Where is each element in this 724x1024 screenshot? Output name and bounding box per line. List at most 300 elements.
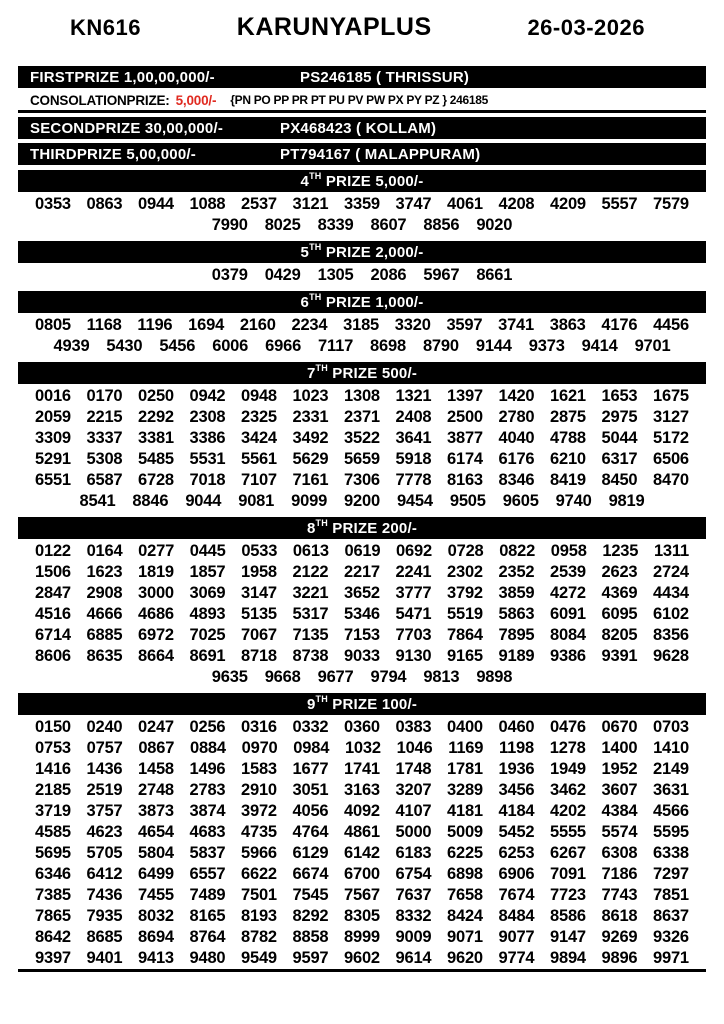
- third-prize-winner: PT794167 ( MALAPPURAM): [280, 145, 481, 163]
- ticket-number: 1936: [498, 760, 535, 778]
- ticket-number: 2780: [498, 408, 535, 426]
- ticket-number: 2975: [601, 408, 638, 426]
- ticket-number: 3051: [292, 781, 329, 799]
- winning-numbers: [18, 265, 706, 286]
- ticket-number: 1819: [138, 563, 174, 581]
- ticket-number: 6225: [447, 844, 483, 862]
- ticket-number: 3163: [344, 781, 380, 799]
- ticket-number: 2149: [653, 760, 689, 778]
- ticket-number: 4107: [395, 802, 432, 820]
- ticket-number: 3462: [550, 781, 586, 799]
- ticket-number: 1621: [550, 387, 586, 405]
- number-row: [18, 336, 706, 357]
- ticket-number: 9020: [476, 216, 513, 234]
- ticket-number: 7567: [344, 886, 380, 904]
- ticket-number: 3652: [344, 584, 380, 602]
- ticket-number: 4209: [550, 195, 586, 213]
- ticket-number: 3492: [292, 429, 329, 447]
- number-row: [18, 759, 706, 780]
- prize-tier-header: [18, 517, 706, 539]
- ticket-number: 3121: [292, 195, 329, 213]
- ticket-number: 9200: [344, 492, 380, 510]
- ticket-number: 3381: [138, 429, 174, 447]
- ticket-number: 0332: [292, 718, 329, 736]
- ticket-number: 8698: [370, 337, 406, 355]
- ticket-number: 6412: [86, 865, 123, 883]
- ticket-number: 8205: [601, 626, 638, 644]
- number-row: [18, 864, 706, 885]
- ticket-number: 8661: [476, 266, 513, 284]
- ticket-number: 5574: [601, 823, 638, 841]
- prize-section-7th: [18, 362, 706, 512]
- ticket-number: 3185: [343, 316, 380, 334]
- ticket-number: 9044: [185, 492, 222, 510]
- ticket-number: 9894: [550, 949, 586, 967]
- ticket-number: 4686: [138, 605, 174, 623]
- ticket-number: 6499: [138, 865, 174, 883]
- prize-tier-header: [18, 241, 706, 263]
- ticket-number: 5135: [241, 605, 277, 623]
- ticket-number: 8470: [653, 471, 689, 489]
- ticket-number: 7778: [395, 471, 432, 489]
- ticket-number: 5471: [395, 605, 432, 623]
- ticket-number: 0240: [86, 718, 123, 736]
- ticket-number: 7385: [35, 886, 71, 904]
- ticket-number: 5452: [498, 823, 535, 841]
- ticket-number: 9740: [555, 492, 592, 510]
- ticket-number: 3000: [138, 584, 174, 602]
- ticket-number: 1506: [35, 563, 71, 581]
- ticket-number: 6091: [550, 605, 586, 623]
- ticket-number: 1032: [344, 739, 381, 757]
- ticket-number: 2325: [241, 408, 277, 426]
- ticket-number: 9326: [653, 928, 689, 946]
- ticket-number: 3386: [189, 429, 226, 447]
- ticket-number: 4735: [241, 823, 277, 841]
- ticket-number: 8025: [264, 216, 301, 234]
- number-row: [18, 927, 706, 948]
- ticket-number: 7067: [241, 626, 277, 644]
- ticket-number: 3456: [498, 781, 535, 799]
- ticket-number: 3631: [653, 781, 689, 799]
- ticket-number: 7153: [344, 626, 380, 644]
- ticket-number: 6253: [498, 844, 535, 862]
- ticket-number: 7025: [189, 626, 226, 644]
- ticket-number: 9628: [653, 647, 689, 665]
- ticket-number: 9480: [189, 949, 226, 967]
- ticket-number: 0277: [138, 542, 175, 560]
- ticket-number: 0692: [396, 542, 432, 560]
- ticket-number: 7161: [292, 471, 329, 489]
- ticket-number: 1169: [448, 739, 484, 757]
- ticket-number: 0170: [86, 387, 123, 405]
- ticket-number: 8607: [370, 216, 407, 234]
- ticket-number: 5430: [106, 337, 143, 355]
- ticket-number: 5000: [395, 823, 432, 841]
- prize-section-4th: [18, 170, 706, 236]
- ticket-number: 1677: [292, 760, 329, 778]
- ticket-number: 9414: [581, 337, 618, 355]
- ticket-number: 7436: [86, 886, 123, 904]
- ticket-number: 8637: [653, 907, 689, 925]
- number-row: [18, 428, 706, 449]
- ticket-number: 1397: [447, 387, 483, 405]
- ticket-number: 6885: [86, 626, 123, 644]
- ticket-number: 0948: [241, 387, 277, 405]
- ticket-number: 2539: [550, 563, 586, 581]
- ticket-number: 0703: [653, 718, 689, 736]
- ticket-number: 3221: [292, 584, 329, 602]
- number-row: [18, 491, 706, 512]
- ticket-number: 5863: [498, 605, 535, 623]
- ticket-number: 2160: [239, 316, 276, 334]
- ticket-number: 1496: [189, 760, 226, 778]
- ticket-number: 7743: [601, 886, 638, 904]
- ticket-number: 2086: [370, 266, 407, 284]
- ticket-number: 9597: [292, 949, 329, 967]
- ticket-number: 6174: [447, 450, 483, 468]
- prize-section-6th: [18, 291, 706, 357]
- ticket-number: 0247: [138, 718, 174, 736]
- ticket-number: 2910: [241, 781, 277, 799]
- ticket-number: 1278: [549, 739, 586, 757]
- ticket-number: 7306: [344, 471, 380, 489]
- ticket-number: 8856: [423, 216, 460, 234]
- ticket-number: 5629: [292, 450, 329, 468]
- header: [0, 0, 724, 42]
- ticket-number: 6972: [138, 626, 174, 644]
- ticket-number: 8032: [138, 907, 174, 925]
- ticket-number: 2308: [189, 408, 226, 426]
- second-prize-label: SECONDPRIZE 30,00,000/-: [30, 119, 224, 137]
- consolation-row: [18, 90, 706, 113]
- ticket-number: 9397: [35, 949, 71, 967]
- ticket-number: 8685: [86, 928, 123, 946]
- ticket-number: 6129: [292, 844, 329, 862]
- ticket-number: 0445: [189, 542, 226, 560]
- ticket-number: 5456: [159, 337, 196, 355]
- prize-tier-header: [18, 291, 706, 313]
- ticket-number: 9971: [653, 949, 689, 967]
- ticket-number: 2122: [292, 563, 329, 581]
- ticket-number: 2623: [601, 563, 638, 581]
- ticket-number: 5308: [86, 450, 123, 468]
- ticket-number: 3972: [241, 802, 277, 820]
- ticket-number: 4384: [601, 802, 638, 820]
- ticket-number: 2537: [241, 195, 277, 213]
- ticket-number: 8846: [132, 492, 169, 510]
- ticket-number: 0353: [35, 195, 71, 213]
- ticket-number: 0757: [86, 739, 123, 757]
- ticket-number: 3207: [395, 781, 432, 799]
- ticket-number: 2748: [138, 781, 174, 799]
- ticket-number: 4939: [53, 337, 90, 355]
- ticket-number: 8346: [498, 471, 535, 489]
- ticket-number: 8292: [292, 907, 329, 925]
- ticket-number: 4893: [189, 605, 226, 623]
- ticket-number: 9165: [447, 647, 483, 665]
- ticket-number: 1857: [189, 563, 226, 581]
- winning-numbers: [18, 541, 706, 688]
- ticket-number: 9505: [449, 492, 486, 510]
- prize-tier-title: 9TH PRIZE 100/-: [306, 693, 418, 713]
- ticket-number: 1235: [602, 542, 639, 560]
- ticket-number: 9071: [447, 928, 483, 946]
- ticket-number: 4654: [138, 823, 174, 841]
- winning-numbers: [18, 194, 706, 236]
- ticket-number: 1653: [601, 387, 638, 405]
- ticket-number: 3289: [447, 781, 483, 799]
- ticket-number: 1308: [344, 387, 380, 405]
- ticket-number: 4061: [447, 195, 483, 213]
- number-row: [18, 843, 706, 864]
- prize-tier-title: 5TH PRIZE 2,000/-: [300, 241, 424, 261]
- ticket-number: 0533: [241, 542, 278, 560]
- ticket-number: 6142: [344, 844, 380, 862]
- ticket-number: 5555: [550, 823, 586, 841]
- ticket-number: 1168: [86, 316, 122, 334]
- ticket-number: 2783: [189, 781, 226, 799]
- ticket-number: 7018: [189, 471, 226, 489]
- ticket-number: 5009: [447, 823, 483, 841]
- ticket-number: 6674: [292, 865, 329, 883]
- ticket-number: 4683: [189, 823, 226, 841]
- ticket-number: 8419: [550, 471, 586, 489]
- ticket-number: 8718: [241, 647, 277, 665]
- ticket-number: 5695: [35, 844, 71, 862]
- third-prize-label: THIRDPRIZE 5,00,000/-: [30, 145, 196, 163]
- ticket-number: 7674: [498, 886, 535, 904]
- ticket-number: 5966: [241, 844, 277, 862]
- ticket-number: 3147: [241, 584, 277, 602]
- ticket-number: 1952: [601, 760, 638, 778]
- ticket-number: 9009: [395, 928, 432, 946]
- winning-numbers: [18, 386, 706, 512]
- number-row: [18, 315, 706, 336]
- ticket-number: 6728: [138, 471, 174, 489]
- ticket-number: 7107: [241, 471, 277, 489]
- ticket-number: 2234: [291, 316, 328, 334]
- ticket-number: 8484: [498, 907, 535, 925]
- ticket-number: 7851: [653, 886, 689, 904]
- ticket-number: 4092: [344, 802, 380, 820]
- prize-tier-title: 6TH PRIZE 1,000/-: [300, 291, 424, 311]
- ticket-number: 2241: [395, 563, 432, 581]
- number-row: [18, 906, 706, 927]
- ticket-number: 4623: [86, 823, 123, 841]
- ticket-number: 4516: [35, 605, 71, 623]
- results-body: [18, 66, 706, 972]
- ticket-number: 6898: [447, 865, 483, 883]
- ticket-number: 7864: [447, 626, 483, 644]
- ticket-number: 3719: [35, 802, 71, 820]
- ticket-number: 1958: [241, 563, 277, 581]
- ticket-number: 0884: [189, 739, 226, 757]
- ticket-number: 8541: [79, 492, 116, 510]
- ticket-number: 9386: [550, 647, 586, 665]
- consolation-label: CONSOLATIONPRIZE:: [30, 92, 170, 108]
- ticket-number: 9077: [498, 928, 535, 946]
- ticket-number: 1583: [241, 760, 277, 778]
- ticket-number: 0400: [447, 718, 483, 736]
- ticket-number: 5291: [35, 450, 71, 468]
- ticket-number: 8642: [35, 928, 71, 946]
- ticket-number: 1023: [292, 387, 329, 405]
- ticket-number: 7501: [241, 886, 277, 904]
- ticket-number: 7579: [653, 195, 689, 213]
- ticket-number: 7489: [189, 886, 226, 904]
- ticket-number: 7297: [653, 865, 689, 883]
- ticket-number: 3873: [138, 802, 174, 820]
- ticket-number: 9794: [370, 668, 407, 686]
- draw-code: KN616: [70, 15, 141, 40]
- ticket-number: 6622: [241, 865, 277, 883]
- ticket-number: 3607: [601, 781, 638, 799]
- ticket-number: 9549: [241, 949, 277, 967]
- ticket-number: 8694: [138, 928, 174, 946]
- ticket-number: 6267: [550, 844, 586, 862]
- ticket-number: 8193: [241, 907, 277, 925]
- number-row: [18, 407, 706, 428]
- ticket-number: 2519: [86, 781, 123, 799]
- ticket-number: 6966: [265, 337, 302, 355]
- number-row: [18, 646, 706, 667]
- ticket-number: 9898: [476, 668, 513, 686]
- ticket-number: 1198: [499, 739, 534, 757]
- ticket-number: 2724: [653, 563, 689, 581]
- ticket-number: 9081: [238, 492, 275, 510]
- draw-date: 26-03-2026: [527, 15, 645, 40]
- ticket-number: 9391: [601, 647, 638, 665]
- ticket-number: 9189: [498, 647, 535, 665]
- ticket-number: 0753: [35, 739, 71, 757]
- ticket-number: 6308: [601, 844, 638, 862]
- ticket-number: 0619: [344, 542, 381, 560]
- ticket-number: 5659: [344, 450, 380, 468]
- ticket-number: 2847: [35, 584, 71, 602]
- ticket-number: 7117: [318, 337, 354, 355]
- ticket-number: 1748: [395, 760, 432, 778]
- ticket-number: 0822: [499, 542, 536, 560]
- ticket-number: 8635: [86, 647, 123, 665]
- ticket-number: 0429: [264, 266, 301, 284]
- ticket-number: 9269: [601, 928, 638, 946]
- ticket-number: 2302: [447, 563, 483, 581]
- first-prize-label: FIRSTPRIZE 1,00,00,000/-: [30, 68, 215, 86]
- prize-section-8th: [18, 517, 706, 688]
- number-row: [18, 470, 706, 491]
- ticket-number: 0984: [293, 739, 330, 757]
- ticket-number: 8790: [422, 337, 459, 355]
- ticket-number: 8586: [550, 907, 586, 925]
- ticket-number: 6557: [189, 865, 226, 883]
- ticket-number: 8084: [550, 626, 586, 644]
- number-row: [18, 667, 706, 688]
- ticket-number: 1675: [653, 387, 689, 405]
- ticket-number: 3757: [86, 802, 123, 820]
- ticket-number: 5317: [292, 605, 329, 623]
- ticket-number: 6506: [653, 450, 689, 468]
- ticket-number: 8165: [189, 907, 226, 925]
- prize-tier-title: 4TH PRIZE 5,000/-: [300, 170, 424, 190]
- ticket-number: 9454: [396, 492, 433, 510]
- ticket-number: 5557: [601, 195, 638, 213]
- ticket-number: 3337: [86, 429, 123, 447]
- number-row: [18, 822, 706, 843]
- ticket-number: 5967: [423, 266, 460, 284]
- number-row: [18, 738, 706, 759]
- ticket-number: 2352: [498, 563, 535, 581]
- ticket-number: 3777: [395, 584, 432, 602]
- number-row: [18, 801, 706, 822]
- ticket-number: 2875: [550, 408, 586, 426]
- ticket-number: 6210: [550, 450, 586, 468]
- ticket-number: 8999: [344, 928, 380, 946]
- ticket-number: 2908: [86, 584, 123, 602]
- ticket-number: 0360: [344, 718, 380, 736]
- ticket-number: 5705: [86, 844, 123, 862]
- ticket-number: 0944: [138, 195, 174, 213]
- ticket-number: 9144: [475, 337, 512, 355]
- ticket-number: 7895: [498, 626, 535, 644]
- ticket-number: 6095: [601, 605, 638, 623]
- ticket-number: 8163: [447, 471, 483, 489]
- ticket-number: 1305: [317, 266, 354, 284]
- ticket-number: 8424: [447, 907, 483, 925]
- ticket-number: 4369: [601, 584, 638, 602]
- ticket-number: 6700: [344, 865, 380, 883]
- ticket-number: 6906: [498, 865, 535, 883]
- ticket-number: 9677: [317, 668, 354, 686]
- ticket-number: 0460: [498, 718, 535, 736]
- ticket-number: 0316: [241, 718, 277, 736]
- ticket-number: 3424: [241, 429, 277, 447]
- number-row: [18, 717, 706, 738]
- ticket-number: 4585: [35, 823, 71, 841]
- ticket-number: 1781: [447, 760, 483, 778]
- ticket-number: 5804: [138, 844, 174, 862]
- ticket-number: 2185: [35, 781, 71, 799]
- number-row: [18, 215, 706, 236]
- ticket-number: 0476: [550, 718, 586, 736]
- ticket-number: 0970: [241, 739, 278, 757]
- ticket-number: 3741: [498, 316, 534, 334]
- ticket-number: 3863: [549, 316, 586, 334]
- ticket-number: 9614: [395, 949, 432, 967]
- ticket-number: 3522: [344, 429, 380, 447]
- ticket-number: 1410: [653, 739, 689, 757]
- ticket-number: 0805: [35, 316, 71, 334]
- ticket-number: 1088: [189, 195, 226, 213]
- number-row: [18, 449, 706, 470]
- ticket-number: 8356: [653, 626, 689, 644]
- ticket-number: 7990: [211, 216, 248, 234]
- ticket-number: 3792: [447, 584, 483, 602]
- ticket-number: 7135: [292, 626, 329, 644]
- ticket-number: 1321: [395, 387, 432, 405]
- ticket-number: 4434: [653, 584, 689, 602]
- ticket-number: 0164: [86, 542, 123, 560]
- ticket-number: 9620: [447, 949, 483, 967]
- ticket-number: 1420: [498, 387, 535, 405]
- ticket-number: 9668: [264, 668, 301, 686]
- ticket-number: 0867: [138, 739, 175, 757]
- ticket-number: 6587: [86, 471, 123, 489]
- ticket-number: 8738: [292, 647, 329, 665]
- prize-tier-header: [18, 693, 706, 715]
- winning-numbers: [18, 717, 706, 969]
- ticket-number: 9813: [423, 668, 460, 686]
